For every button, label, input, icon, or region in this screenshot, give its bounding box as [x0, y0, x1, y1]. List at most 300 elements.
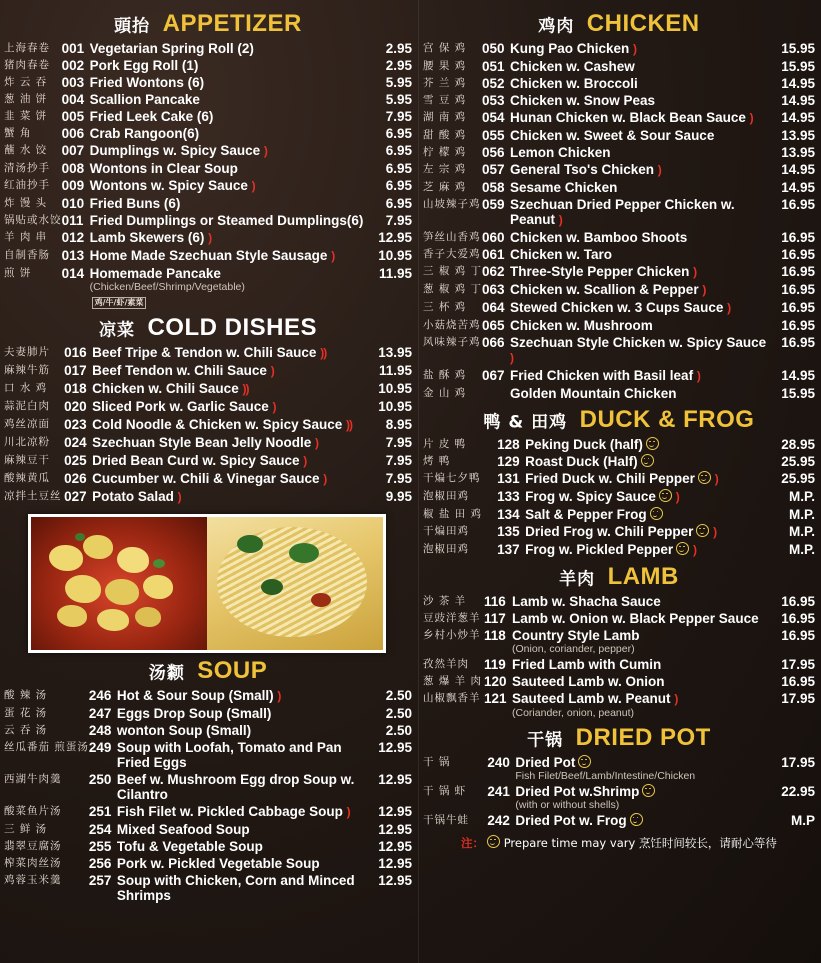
item-price: 6.95: [385, 126, 412, 141]
menu-table-duck-frog: [423, 436, 815, 559]
item-price: 16.95: [781, 264, 815, 279]
item-price: 2.95: [385, 41, 412, 56]
item-name-en: Szechuan Dried Pepper Chicken w. Peanut ): [510, 197, 735, 227]
item-name-en: wonton Soup (Small): [116, 723, 252, 738]
section-title-en: SOUP: [197, 657, 268, 684]
item-name-en: Lemon Chicken: [510, 145, 611, 160]
item-name-en: Hunan Chicken w. Black Bean Sauce ): [510, 110, 753, 125]
item-price: 6.95: [385, 143, 412, 158]
spicy-icon: ): [558, 213, 562, 227]
menu-item-row: [423, 436, 815, 453]
item-name-cn: 三 杯 鸡: [423, 301, 467, 313]
item-number: 007: [61, 143, 85, 158]
menu-item-row: [423, 246, 815, 263]
menu-item-row: [423, 610, 815, 627]
section-header-duck-frog: [423, 406, 815, 434]
menu-item-row: [4, 229, 412, 247]
section-title-cn: 汤颣: [148, 663, 185, 684]
item-name-cn: 葱 油 饼: [4, 93, 48, 105]
smile-icon: [676, 542, 689, 555]
section-header-chicken: [423, 10, 815, 38]
spicy-icon: ): [714, 472, 718, 486]
spicy-icon: ): [177, 490, 181, 504]
item-name-cn: 锅贴或水饺: [4, 214, 62, 226]
item-price: 2.50: [385, 706, 412, 721]
item-number: 133: [497, 489, 520, 504]
item-price: 14.95: [781, 162, 815, 177]
menu-item-row: [4, 40, 412, 57]
item-number: 005: [61, 109, 85, 124]
item-name-en: Golden Mountain Chicken: [510, 386, 677, 401]
item-name-en: Frog w. Pickled Pepper ): [525, 542, 696, 557]
item-price: 7.95: [385, 109, 412, 124]
menu-item-row: [4, 803, 412, 821]
right-column: [418, 0, 821, 963]
section-title-en: CHICKEN: [586, 10, 700, 37]
item-name-en: Frog w. Spicy Sauce ): [525, 489, 679, 504]
item-number: 131: [497, 471, 520, 486]
item-name-cn: 红油抄手: [4, 179, 50, 191]
item-number: 004: [61, 92, 85, 107]
menu-item-row: [4, 57, 412, 74]
item-number: 059: [482, 197, 505, 212]
item-price: 16.95: [781, 247, 815, 262]
item-price: 16.95: [781, 594, 815, 609]
item-name-cn: 沙 茶 羊: [423, 595, 467, 607]
item-name-cn: 酸菜鱼片汤: [4, 805, 62, 817]
item-number: 248: [88, 723, 112, 738]
item-name-cn: 三 鲜 汤: [4, 823, 48, 835]
spicy-icon: ): [693, 265, 697, 279]
menu-item-row: [4, 177, 412, 195]
smile-icon: [698, 471, 711, 484]
item-price: 14.95: [781, 368, 815, 383]
item-name-cn: 煎 饼: [4, 267, 32, 279]
item-price: 9.95: [385, 489, 412, 504]
item-name-en: Beef Tripe & Tendon w. Chili Sauce )): [92, 345, 327, 360]
item-name-cn: 湖 南 鸡: [423, 111, 467, 123]
item-price: 7.95: [385, 213, 412, 228]
section-title-en: APPETIZER: [162, 10, 302, 37]
item-name-en: Fried Lamb with Cumin: [512, 657, 662, 672]
menu-item-row: [423, 541, 815, 559]
item-price: 7.95: [385, 453, 412, 468]
item-price: 11.95: [378, 363, 412, 378]
item-name-cn: 风味辣子鸡: [423, 336, 481, 348]
item-name-cn: 麻辣豆干: [4, 454, 50, 466]
item-price: 13.95: [781, 128, 815, 143]
item-name-en: Fried Leek Cake (6): [89, 109, 214, 124]
item-price: M.P.: [788, 489, 815, 504]
item-price: 14.95: [781, 110, 815, 125]
item-name-en: Dried Frog w. Chili Pepper ): [525, 524, 717, 539]
item-number: 058: [482, 180, 505, 195]
item-name-en: Mixed Seafood Soup: [116, 822, 250, 837]
menu-item-row: [423, 299, 815, 317]
item-name-en: Dried Pot w.Shrimp (with or without shells): [515, 783, 767, 812]
item-price: 16.95: [781, 674, 815, 689]
item-name-cn: 豆豉洋葱羊: [423, 612, 481, 624]
item-price: 11.95: [378, 266, 412, 281]
item-price: 22.95: [781, 784, 815, 799]
item-price: 16.95: [781, 628, 815, 643]
menu-item-row: [4, 855, 412, 872]
item-price: 17.95: [781, 755, 815, 770]
item-name-en: General Tso's Chicken ): [510, 162, 661, 177]
menu-item-row: [4, 247, 412, 265]
item-name-en: Sliced Pork w. Garlic Sauce ): [92, 399, 276, 414]
item-number: 137: [497, 542, 520, 557]
item-price: 17.95: [781, 657, 815, 672]
menu-item-row: [4, 398, 412, 416]
item-number: 250: [88, 772, 112, 787]
menu-item-row: [423, 317, 815, 334]
spicy-icon: ): [674, 692, 678, 706]
item-number: 120: [484, 674, 507, 689]
menu-item-row: [423, 754, 815, 783]
item-name-en: Beef w. Mushroom Egg drop Soup w. Cilantro: [116, 772, 355, 802]
item-price: 7.95: [385, 435, 412, 450]
item-number: 008: [61, 161, 85, 176]
item-name-en: Cucumber w. Chili & Vinegar Sauce ): [92, 471, 327, 486]
spicy-icon: ): [696, 369, 700, 383]
menu-item-row: [4, 212, 412, 229]
item-number: 119: [484, 657, 506, 672]
item-number: 128: [497, 437, 520, 452]
item-number: 117: [484, 611, 506, 626]
item-number: 052: [482, 76, 505, 91]
item-name-en: Lamb w. Onion w. Black Pepper Sauce: [512, 611, 759, 626]
item-price: 12.95: [378, 856, 412, 871]
item-name-en: Fried Wontons (6): [89, 75, 205, 90]
item-number: 134: [497, 507, 520, 522]
item-subtext: (Coriander, onion, peanut): [512, 707, 635, 719]
item-name-cn: 自制香肠: [4, 249, 50, 261]
menu-item-row: [423, 334, 815, 367]
item-name-cn: 清汤抄手: [4, 162, 50, 174]
item-name-en: Crab Rangoon(6): [89, 126, 200, 141]
item-name-en: Chicken w. Cashew: [510, 59, 635, 74]
menu-item-row: [4, 160, 412, 177]
item-name-cn: 鸡蓉玉米羹: [4, 874, 62, 886]
menu-item-row: [4, 821, 412, 838]
menu-item-row: [423, 506, 815, 523]
item-price: 12.95: [378, 230, 412, 245]
item-price: 14.95: [781, 93, 815, 108]
item-name-en: Fried Duck w. Chili Pepper ): [525, 471, 718, 486]
section-title-cn: 干锅: [527, 730, 564, 751]
item-name-en: Sauteed Lamb w. Onion: [512, 674, 665, 689]
item-number: 256: [88, 856, 112, 871]
item-subtext: (Chicken/Beef/Shrimp/Vegetable): [89, 281, 245, 293]
item-name-cn: 片 皮 鸭: [423, 438, 467, 450]
spicy-icon: ): [692, 543, 696, 557]
item-name-en: Wontons in Clear Soup: [89, 161, 238, 176]
section-title-en: DRIED POT: [575, 724, 711, 751]
item-price: 16.95: [781, 282, 815, 297]
footer-text-en: Prepare time may vary: [503, 836, 636, 850]
item-name-cn: 笋丝山香鸡: [423, 231, 481, 243]
section-header-cold-dishes: [4, 314, 412, 342]
menu-table-dried-pot: [423, 754, 815, 829]
item-name-en: Fried Buns (6): [89, 196, 181, 211]
photo-left-dish: [31, 517, 207, 650]
item-name-en: Dried Pot Fish Filet/Beef/Lamb/Intestine/Chicken: [515, 754, 767, 783]
item-name-en: Kung Pao Chicken ): [510, 41, 637, 56]
section-header-appetizer: [4, 10, 412, 38]
item-price: 12.95: [378, 772, 412, 787]
section-title-en: COLD DISHES: [147, 314, 317, 341]
item-name-en: Sesame Chicken: [510, 180, 618, 195]
section-title-cn: 凉菜: [99, 320, 136, 341]
item-name-cn: 凉拌土豆丝: [4, 490, 62, 502]
menu-item-row: [4, 74, 412, 91]
item-name-cn: 柠 檬 鸡: [423, 146, 467, 158]
spicy-icon: ): [208, 231, 212, 245]
smile-icon: [659, 489, 672, 502]
section-title-cn: 鸡肉: [538, 16, 575, 37]
item-name-cn: 三 椒 鸡 丁: [423, 265, 483, 277]
item-number: 055: [482, 128, 505, 143]
menu-item-row: [423, 161, 815, 179]
spicy-icon: ): [303, 454, 307, 468]
item-number: 242: [487, 813, 510, 828]
menu-item-row: [4, 434, 412, 452]
smile-icon: [696, 524, 709, 537]
item-price: 16.95: [781, 318, 815, 333]
item-number: 056: [482, 145, 505, 160]
menu-item-row: [423, 75, 815, 92]
section-title-cn: 頭抬: [114, 16, 151, 37]
food-photo: [28, 514, 386, 653]
item-price: 5.95: [385, 92, 412, 107]
section-title-cn: 鸭 & 田鸡: [483, 412, 568, 433]
item-subtext: (with or without shells): [515, 799, 620, 811]
spicy-icon: ): [346, 805, 350, 819]
item-name-cn: 羊 肉 串: [4, 231, 48, 243]
item-name-cn: 山坡辣子鸡: [423, 198, 481, 210]
item-price: 13.95: [378, 345, 412, 360]
item-price: 6.95: [385, 178, 412, 193]
spicy-icon: ): [727, 301, 731, 315]
item-price: 12.95: [378, 839, 412, 854]
item-number: 011: [61, 213, 84, 228]
item-name-en: Salt & Pepper Frog: [525, 506, 767, 523]
spicy-icon: ): [749, 111, 753, 125]
item-name-cn: 上海春卷: [4, 42, 50, 54]
item-name-cn: 山椒飘香羊: [423, 692, 481, 704]
item-name-en: Scallion Pancake: [89, 92, 200, 107]
menu-item-row: [4, 380, 412, 398]
menu-item-row: [4, 722, 412, 739]
item-name-cn: 云 吞 汤: [4, 724, 48, 736]
spicy-icon: ): [263, 144, 267, 158]
item-number: 006: [61, 126, 85, 141]
item-name-en: Chicken w. Chili Sauce )): [92, 381, 249, 396]
menu-item-row: [4, 705, 412, 722]
item-name-en: Cold Noodle & Chicken w. Spicy Sauce )): [92, 417, 352, 432]
item-number: 050: [482, 41, 505, 56]
item-price: 14.95: [781, 76, 815, 91]
menu-item-row: [423, 656, 815, 673]
item-name-en: Roast Duck (Half): [525, 453, 767, 470]
menu-item-row: [4, 108, 412, 125]
item-name-cn: 泡椒田鸡: [423, 490, 469, 502]
item-name-cn: 炸 馒 头: [4, 197, 48, 209]
item-name-en: Beef Tendon w. Chili Sauce ): [92, 363, 274, 378]
item-price: 16.95: [781, 230, 815, 245]
item-number: 054: [482, 110, 505, 125]
menu-item-row: [4, 344, 412, 362]
item-number: 066: [482, 335, 505, 350]
item-number: [482, 385, 510, 402]
item-name-cn: 宫 保 鸡: [423, 42, 467, 54]
item-number: 254: [88, 822, 112, 837]
menu-item-row: [423, 593, 815, 610]
item-price: M.P.: [788, 524, 815, 539]
item-price: 6.95: [385, 196, 412, 211]
menu-item-row: [423, 229, 815, 246]
item-number: 018: [64, 381, 87, 396]
menu-item-row: [423, 627, 815, 656]
item-name-cn: 烤 鸭: [423, 455, 451, 467]
smile-icon: [642, 784, 655, 797]
item-name-en: Soup with Chicken, Corn and Minced Shrimps: [116, 873, 355, 903]
item-number: 240: [487, 755, 510, 770]
item-number: 001: [61, 41, 85, 56]
menu-item-row: [423, 127, 815, 144]
menu-item-row: [4, 771, 412, 803]
smile-icon: [630, 813, 643, 826]
menu-item-row: [423, 367, 815, 385]
smile-icon: [650, 507, 663, 520]
item-name-en: Chicken w. Broccoli: [510, 76, 638, 91]
item-name-cn: 西湖牛肉羹: [4, 773, 62, 785]
item-name-cn: 干锅牛蛙: [423, 814, 469, 826]
item-name-en: Soup with Loofah, Tomato and Pan Fried Eggs: [116, 740, 342, 770]
item-name-en: Tofu & Vegetable Soup: [116, 839, 263, 854]
menu-item-row: [423, 385, 815, 402]
item-price: 28.95: [781, 437, 815, 452]
item-number: 025: [64, 453, 87, 468]
item-name-cn: 左 宗 鸡: [423, 163, 467, 175]
menu-item-row: [423, 92, 815, 109]
spicy-icon: ): [277, 689, 281, 703]
item-price: 16.95: [781, 197, 815, 212]
item-price: 10.95: [378, 399, 412, 414]
item-subtext: Fish Filet/Beef/Lamb/Intestine/Chicken: [515, 770, 696, 782]
item-number: 249: [88, 740, 112, 755]
item-name-en: Fried Dumplings or Steamed Dumplings(6): [89, 213, 364, 228]
menu-item-row: [4, 739, 412, 771]
footer-note: [423, 835, 815, 851]
item-name-en: Chicken w. Mushroom: [510, 318, 653, 333]
spicy-icon: ): [251, 179, 255, 193]
item-name-cn: 葱 爆 羊 肉: [423, 675, 483, 687]
item-name-en: Chicken w. Taro: [510, 247, 613, 262]
item-name-en: Lamb w. Shacha Sauce: [512, 594, 661, 609]
item-name-cn: 干煸七夕鸭: [423, 472, 481, 484]
smile-icon: [641, 454, 654, 467]
item-name-en: Vegetarian Spring Roll (2): [89, 41, 254, 56]
item-price: 2.95: [385, 58, 412, 73]
item-name-cn: 腰 果 鸡: [423, 60, 467, 72]
item-number: 063: [482, 282, 505, 297]
item-name-cn: 乡村小炒羊: [423, 629, 481, 641]
item-name-cn: 猪肉春卷: [4, 59, 50, 71]
item-number: 027: [64, 489, 87, 504]
menu-item-row: [423, 58, 815, 75]
item-name-cn: 甜 酸 鸡: [423, 129, 467, 141]
item-number: 062: [482, 264, 505, 279]
menu-item-row: [423, 812, 815, 829]
menu-item-row: [4, 838, 412, 855]
item-price: 12.95: [378, 804, 412, 819]
item-number: 053: [482, 93, 505, 108]
menu-item-row: [423, 263, 815, 281]
spicy-icon: ): [272, 400, 276, 414]
item-name-en: Chicken w. Snow Peas: [510, 93, 656, 108]
menu-item-row: [4, 142, 412, 160]
menu-item-row: [4, 91, 412, 108]
section-title-en: DUCK & FROG: [579, 406, 755, 433]
spicy-icon: ): [323, 472, 327, 486]
item-number: 116: [484, 594, 506, 609]
item-name-en: Peking Duck (half): [525, 436, 767, 453]
menu-item-row: [4, 470, 412, 488]
item-price: 15.95: [781, 41, 815, 56]
item-number: 020: [64, 399, 87, 414]
item-price: 12.95: [378, 873, 412, 888]
item-name-en: Chicken w. Bamboo Shoots: [510, 230, 688, 245]
item-price: 15.95: [781, 386, 815, 401]
item-subtext: (Onion, coriander, pepper): [512, 643, 635, 655]
spicy-icon: ): [633, 42, 637, 56]
item-name-cn: 口 水 鸡: [4, 382, 48, 394]
item-name-cn: 孜然羊肉: [423, 658, 469, 670]
item-price: 7.95: [385, 471, 412, 486]
item-name-en: Dried Bean Curd w. Spicy Sauce ): [92, 453, 307, 468]
item-name-cn: 葱 椒 鸡 丁: [423, 283, 483, 295]
spicy-icon: ): [314, 436, 318, 450]
item-name-en: Home Made Szechuan Style Sausage ): [89, 248, 335, 263]
item-name-en: Homemade Pancake (Chicken/Beef/Shrimp/Vegetable) 鸡/牛/虾/素菜: [90, 265, 364, 310]
item-price: 6.95: [385, 161, 412, 176]
menu-item-row: [4, 872, 412, 904]
menu-item-row: [423, 109, 815, 127]
section-header-lamb: [423, 563, 815, 591]
item-name-cn: 蛋 花 汤: [4, 707, 48, 719]
item-number: 061: [482, 247, 505, 262]
item-name-en: Pork w. Pickled Vegetable Soup: [116, 856, 320, 871]
item-price: 25.95: [781, 454, 815, 469]
item-number: 135: [497, 524, 520, 539]
spicy-icon: ): [331, 249, 335, 263]
item-price: 5.95: [385, 75, 412, 90]
footer-prefix: 注：: [461, 836, 485, 850]
item-box-note: 鸡/牛/虾/素菜: [92, 297, 147, 309]
spicy-icon: )): [345, 418, 352, 432]
item-price: 12.95: [378, 740, 412, 755]
item-name-cn: 干 锅: [423, 756, 451, 768]
menu-item-row: [4, 265, 412, 310]
item-price: 10.95: [378, 248, 412, 263]
item-name-cn: 雪 豆 鸡: [423, 94, 467, 106]
item-name-cn: 夫妻肺片: [4, 346, 50, 358]
item-price: 25.95: [781, 471, 815, 486]
item-name-cn: 小菇烧苦鸡: [423, 319, 481, 331]
item-price: 16.95: [781, 300, 815, 315]
